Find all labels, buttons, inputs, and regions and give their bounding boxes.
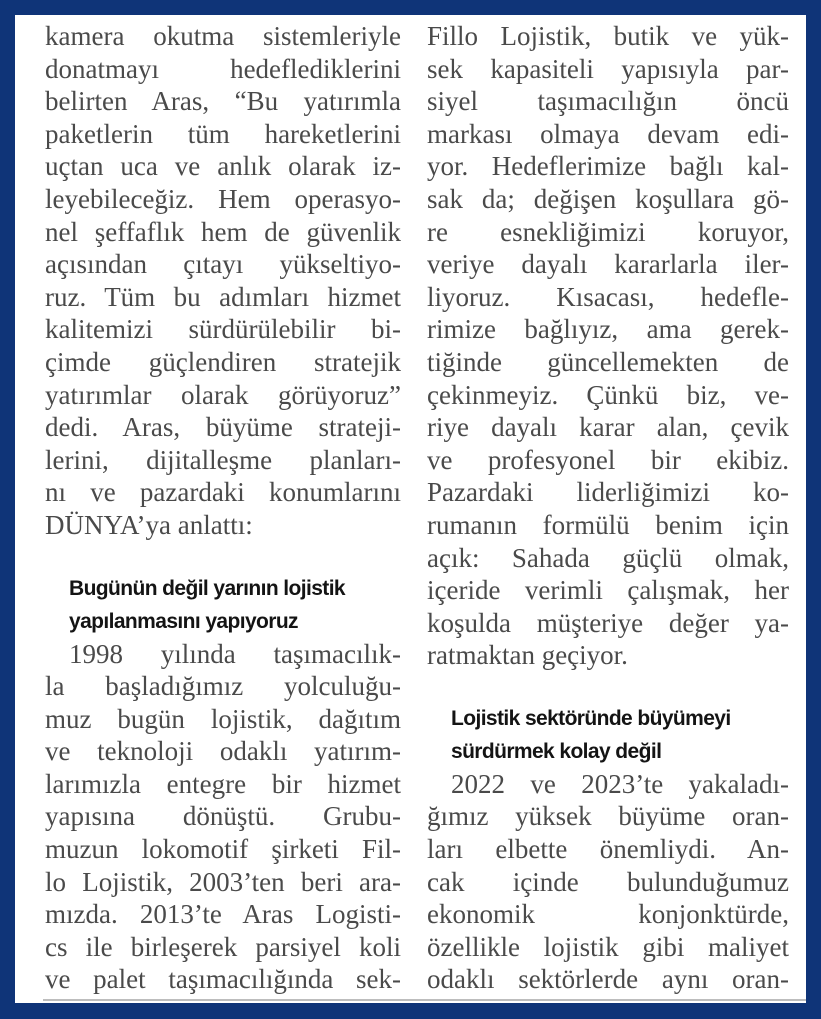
body-text-line: markası olmaya devam edi- xyxy=(427,118,789,149)
body-text-line: Fillo Lojistik, butik ve yük- xyxy=(427,21,789,51)
body-text-line: liyoruz. Kısacası, hedefle- xyxy=(427,281,789,312)
body-text-line: uçtan uca ve anlık olarak iz- xyxy=(45,151,401,182)
body-text-line: re esnekliğimizi koruyor, xyxy=(427,216,789,247)
body-text-line: sak da; değişen koşullara gö- xyxy=(427,183,789,214)
body-text-line: ve profesyonel bir ekibiz. xyxy=(427,444,789,475)
newspaper-clipping xyxy=(15,15,806,1003)
body-text-line: leyebileceğiz. Hem operasyo- xyxy=(45,183,401,214)
body-text-line: muz bugün lojistik, dağıtım xyxy=(45,703,401,734)
body-text-line: özellikle lojistik gibi maliyet xyxy=(427,931,789,962)
body-text-line: açısından çıtayı yükseltiyo- xyxy=(45,249,401,280)
body-text-line: yapısına dönüştü. Grubu- xyxy=(45,801,401,832)
section-heading-line: Lojistik sektöründe büyümeyi xyxy=(451,706,731,730)
body-text-line: nı ve pazardaki konumlarını xyxy=(45,477,401,508)
section-heading-line: sürdürmek kolay değil xyxy=(451,739,662,763)
spacer xyxy=(45,542,401,572)
body-text-line: rumanın formülü benim için xyxy=(427,509,789,540)
body-text-line: siyel taşımacılığın öncü xyxy=(427,86,789,117)
body-text-line: lerini, dijitalleşme planları- xyxy=(45,444,401,475)
body-text-line: DÜNYA’ya anlattı: xyxy=(45,509,253,540)
body-text-line: belirten Aras, “Bu yatırımla xyxy=(45,86,401,117)
body-text-line: ve teknoloji odaklı yatırım- xyxy=(45,736,401,767)
section-heading-line: yapılanmasını yapıyoruz xyxy=(69,609,298,633)
body-text-line: odaklı sektörlerde aynı oran- xyxy=(427,964,789,995)
body-text-line: 2022 ve 2023’te yakaladı- xyxy=(451,768,789,799)
body-text-line: açık: Sahada güçlü olmak, xyxy=(427,542,789,573)
body-text-line: mızda. 2013’te Aras Logisti- xyxy=(45,899,401,930)
article-column-right xyxy=(427,20,789,996)
body-text-line: dedi. Aras, büyüme strateji- xyxy=(45,412,401,443)
section-heading-line: Bugünün değil yarının lojistik xyxy=(69,576,346,600)
body-text-line: la başladığımız yolculuğu- xyxy=(45,671,401,702)
body-text-line: cs ile birleşerek parsiyel koli xyxy=(45,931,401,962)
body-text-line: çekinmeyiz. Çünkü biz, ve- xyxy=(427,379,789,410)
body-text-line: paketlerin tüm hareketlerini xyxy=(45,118,401,149)
body-text-line: çimde güçlendiren stratejik xyxy=(45,346,401,377)
body-text-line: yatırımlar olarak görüyoruz” xyxy=(45,379,401,410)
body-text-line: sek kapasiteli yapısıyla par- xyxy=(427,53,789,84)
body-text-line: tiğinde güncellemekten de xyxy=(427,346,789,377)
body-text-line: kamera okutma sistemleriyle xyxy=(45,21,401,51)
body-text-line: ratmaktan geçiyor. xyxy=(427,640,628,671)
body-text-line: ğımız yüksek büyüme oran- xyxy=(427,801,789,832)
bottom-rule xyxy=(43,999,806,1001)
body-text-line: muzun lokomotif şirketi Fil- xyxy=(45,834,401,865)
body-text-line: cak içinde bulunduğumuz xyxy=(427,866,789,897)
body-text-line: rimize bağlıyız, ama gerek- xyxy=(427,314,789,345)
body-text-line: kalitemizi sürdürülebilir bi- xyxy=(45,314,401,345)
body-text-line: nel şeffaflık hem de güvenlik xyxy=(45,216,401,247)
body-text-line: ve palet taşımacılığında sek- xyxy=(45,964,401,995)
article-column-left xyxy=(45,20,401,996)
body-text-line: lo Lojistik, 2003’ten beri ara- xyxy=(45,866,401,897)
body-text-line: ruz. Tüm bu adımları hizmet xyxy=(45,281,401,312)
body-text-line: ekonomik konjonktürde, xyxy=(427,899,789,930)
body-text-line: yor. Hedeflerimize bağlı kal- xyxy=(427,151,789,182)
body-text-line: riye dayalı karar alan, çevik xyxy=(427,412,789,443)
body-text-line: ları elbette önemliydi. An- xyxy=(427,834,789,865)
body-text-line: larımızla entegre bir hizmet xyxy=(45,768,401,799)
body-text-line: içeride verimli çalışmak, her xyxy=(427,575,789,606)
body-text-line: donatmayı hedeflediklerini xyxy=(45,53,401,84)
body-text-line: Pazardaki liderliğimizi ko- xyxy=(427,477,789,508)
body-text-line: 1998 yılında taşımacılık- xyxy=(69,638,401,669)
spacer xyxy=(427,672,789,702)
body-text-line: koşulda müşteriye değer ya- xyxy=(427,607,789,638)
body-text-line: veriye dayalı kararlarla iler- xyxy=(427,249,789,280)
